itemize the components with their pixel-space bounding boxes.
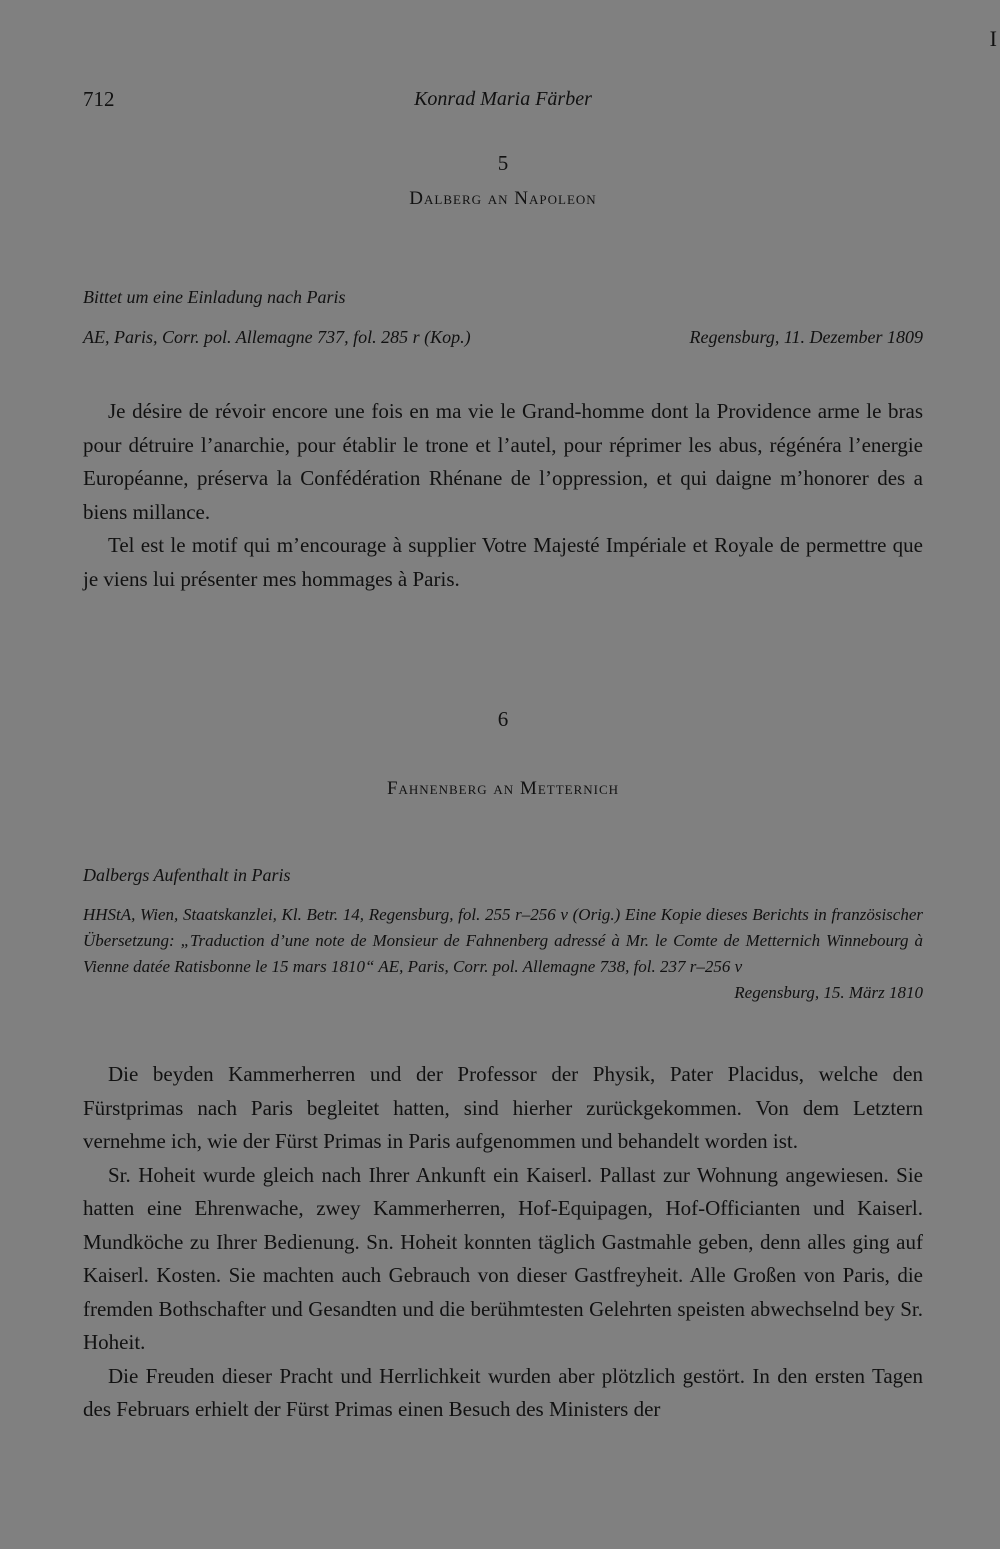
edge-mark: I xyxy=(989,26,997,51)
document-5-body xyxy=(83,395,923,596)
body-paragraph: Die beyden Kammerherren und der Professor der Physik, Pater Placidus, welche den Fürstprimas nach Paris begleitet hatten, sind hierher zurückgekommen. Von dem Letztern vernehme ich, wie der Fürst Primas in Paris aufgenommen und behandelt worden ist. xyxy=(83,1062,923,1153)
running-head: Konrad Maria Färber xyxy=(414,88,592,110)
source-row xyxy=(83,324,923,350)
document-number: 5 xyxy=(497,151,509,175)
body-paragraph: Sr. Hoheit wurde gleich nach Ihrer Ankunft ein Kaiserl. Pallast zur Wohnung angewiesen. Sie hatten eine Ehrenwache, zwey Kammerherren, Hof-Equipagen, Hof-Officianten und Kaiserl. Mundköche zu Ihrer Bedienung. Sn. Hoheit konnten täglich Gastmahle geben, denn alles ging auf Kaiserl. Kosten. Sie machten auch Gebrauch von dieser Gastfreyheit. Alle Großen von Paris, die fremden Bothschafter und Gesandten und die berühmtesten Gelehrten speisten abwechselnd bey Sr. Hoheit. xyxy=(83,1162,923,1354)
document-5-metadata xyxy=(83,284,923,350)
document-5-heading xyxy=(83,150,923,212)
place-date: Regensburg, 15. März 1810 xyxy=(734,983,923,1002)
page-header xyxy=(83,84,923,114)
place-date: Regensburg, 11. Dezember 1809 xyxy=(689,327,923,347)
document-summary: Dalbergs Aufenthalt in Paris xyxy=(83,865,291,885)
document-summary: Bittet um eine Einladung nach Paris xyxy=(83,287,346,307)
body-paragraph: Die Freuden dieser Pracht und Herrlichkeit wurden aber plötzlich gestört. In den ersten Tagen des Februars erhielt der Fürst Primas einen Besuch des Ministers der xyxy=(83,1363,923,1421)
source-block xyxy=(83,902,923,1002)
document-title: Fahnenberg an Metternich xyxy=(386,778,620,799)
archive-source: HHStA, Wien, Staatskanzlei, Kl. Betr. 14, Regensburg, fol. 255 r–256 v (Orig.) Eine Kopie dieses Berichts in französischer Übersetzung: „Traduction d’une note de Monsieur de Fahnenberg adressé à Mr. le Comte de Metternich Winnebourg à Vienne datée Ratisbonne le 15 mars 1810“ AE, Paris, Corr. pol. Allemagne 738, fol. 237 r–256 v xyxy=(83,905,923,976)
document-6-body xyxy=(83,1058,923,1427)
body-paragraph: Je désire de révoir encore une fois en ma vie le Grand-homme dont la Providence arme le bras pour détruire l’anarchie, pour établir le trone et l’autel, pour réprimer les abus, régénéra l’energie Européanne, préserva la Confédération Rhénane de l’oppression, et qui daigne m’honorer des a biens millance. xyxy=(83,399,923,524)
document-title: Dalberg an Napoleon xyxy=(409,188,597,209)
page-number: 712 xyxy=(83,87,115,111)
document-6-heading xyxy=(83,706,923,802)
body-paragraph: Tel est le motif qui m’encourage à supplier Votre Majesté Impériale et Royale de permettre que je viens lui présenter mes hommages à Paris. xyxy=(83,533,923,591)
archive-source: AE, Paris, Corr. pol. Allemagne 737, fol. 285 r (Kop.) xyxy=(83,327,471,347)
document-6-metadata xyxy=(83,862,923,1006)
document-number: 6 xyxy=(497,707,509,731)
